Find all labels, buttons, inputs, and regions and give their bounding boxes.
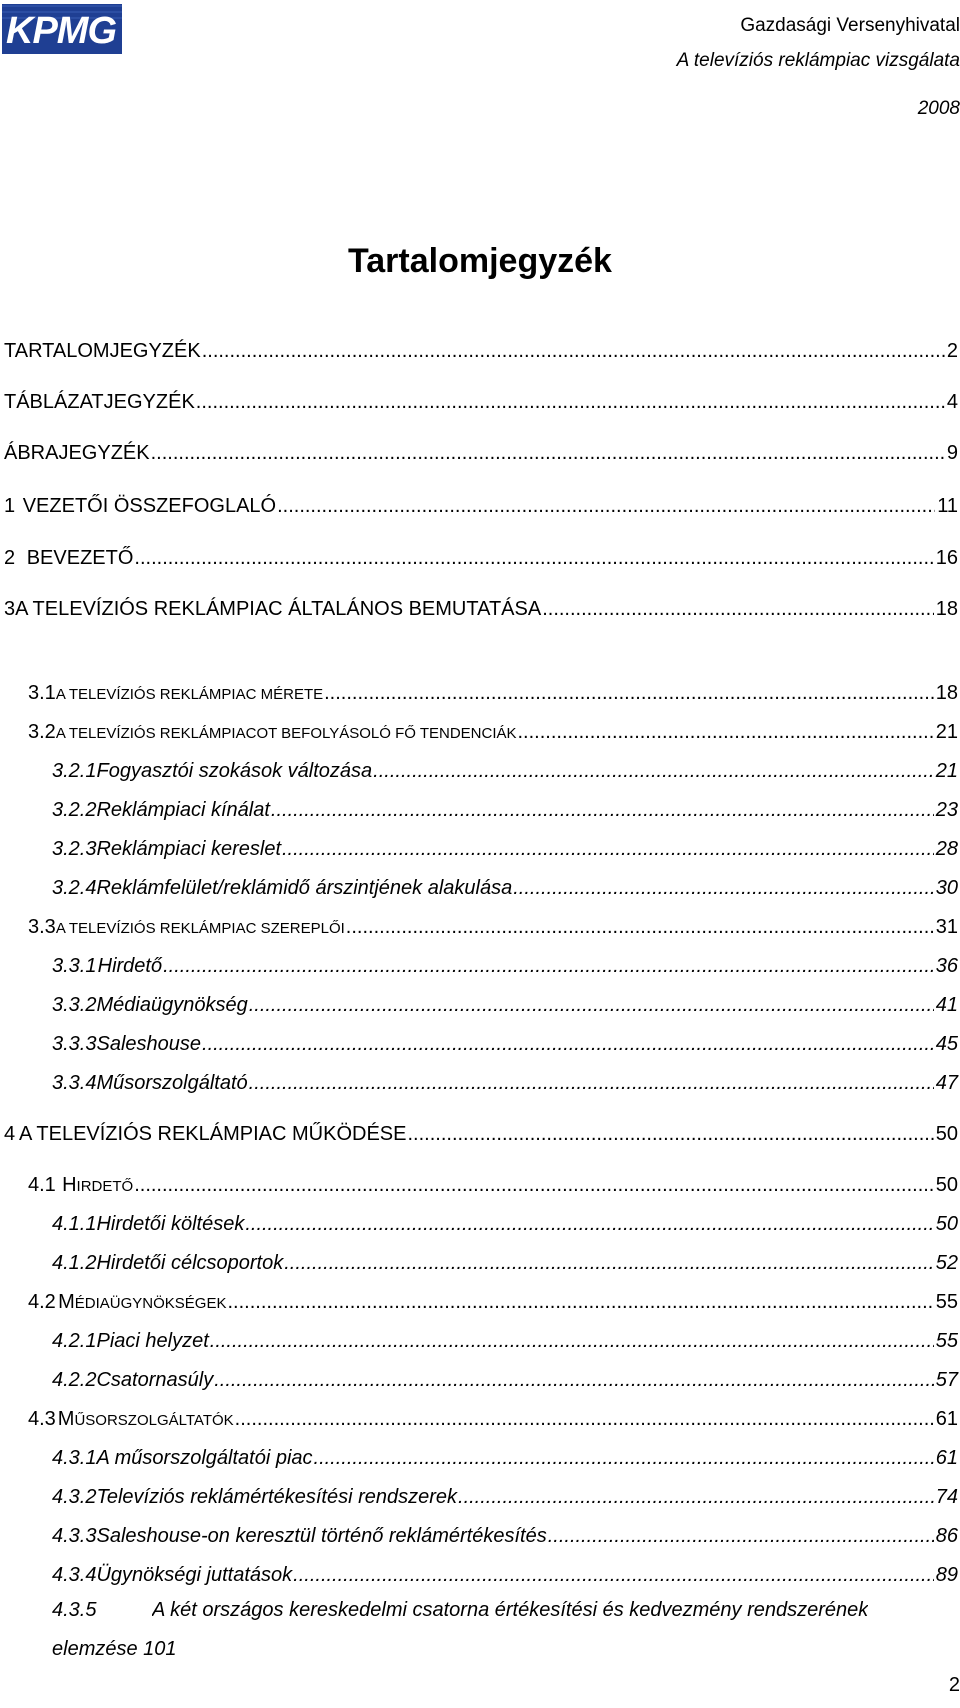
toc-entry[interactable] (52, 1597, 958, 1623)
toc-entry[interactable] (52, 836, 958, 862)
toc-entry-page: 41 (935, 994, 958, 1016)
toc-leader (407, 1121, 933, 1147)
toc-entry-page: 52 (935, 1252, 958, 1274)
toc-leader (518, 719, 934, 745)
toc-entry-number: 2 (4, 547, 16, 569)
toc-entry-text: VEZETŐI ÖSSZEFOGLALÓ (22, 495, 277, 517)
toc-entry-page: 89 (935, 1564, 958, 1586)
toc-entry-page: 57 (935, 1369, 958, 1391)
toc-leader (277, 493, 935, 519)
toc-leader (282, 836, 934, 862)
toc-entry-number: 3.3.1 (52, 955, 97, 977)
toc-entry-number: 3.2 (28, 721, 56, 743)
toc-entry-number: 3.2.4 (52, 877, 97, 899)
toc-entry-page: 50 (935, 1213, 958, 1235)
toc-entry-number: 3.3.2 (52, 994, 97, 1016)
toc-entry-text: Piaci helyzet (96, 1330, 209, 1352)
toc-entry-text-rest: ÉDIAÜGYNÖKSÉGEK (74, 1295, 227, 1312)
toc-entry-page: 16 (935, 547, 958, 569)
toc-entry[interactable] (4, 596, 958, 622)
toc-entry-page: 36 (935, 955, 958, 977)
toc-entry-text: Televíziós reklámértékesítési rendszerek (96, 1486, 458, 1508)
toc-entry-text: A TELEVÍZIÓS REKLÁMPIAC MŰKÖDÉSE (18, 1123, 407, 1145)
toc-leader (151, 440, 945, 466)
toc-entry[interactable] (4, 493, 958, 519)
toc-entry-page: 21 (935, 760, 958, 782)
toc-entry-page: 28 (935, 838, 958, 860)
toc-entry-text: Fogyasztói szokások változása (96, 760, 373, 782)
toc-entry[interactable] (28, 1172, 958, 1200)
toc-entry-page: 11 (937, 495, 958, 517)
toc-leader (249, 992, 934, 1018)
toc-entry-page: 30 (935, 877, 958, 899)
toc-entry-text: A TELEVÍZIÓS REKLÁMPIAC SZEREPLŐI (55, 920, 345, 937)
toc-entry-text: A két országos kereskedelmi csatorna értékesítési és kedvezmény rendszerének (152, 1599, 869, 1621)
toc-entry[interactable] (52, 1484, 958, 1510)
toc-entry-number: 4.2.2 (52, 1369, 97, 1391)
toc-entry[interactable] (28, 680, 958, 708)
toc-leader (202, 1031, 934, 1057)
toc-entry[interactable] (52, 1328, 958, 1354)
toc-leader (202, 338, 945, 364)
toc-leader (134, 1172, 934, 1198)
toc-entry-page: 45 (935, 1033, 958, 1055)
toc-entry-page: 55 (935, 1330, 958, 1352)
toc-entry-text: Reklámpiaci kereslet (96, 838, 281, 860)
toc-entry[interactable] (4, 338, 958, 364)
toc-entry-text-rest: ŰSORSZOLGÁLTATÓK (74, 1412, 234, 1429)
toc-entry-number: 4 (4, 1123, 16, 1145)
toc-leader (458, 1484, 934, 1510)
toc-entry[interactable] (4, 1121, 958, 1147)
toc-leader (134, 545, 933, 571)
toc-entry-number: 4.3 (28, 1408, 56, 1430)
toc-entry-page: 18 (935, 682, 958, 704)
toc-entry[interactable] (52, 953, 958, 979)
toc-entry-number: 4.3.1 (52, 1447, 97, 1469)
toc-entry[interactable] (52, 797, 958, 823)
toc-leader (293, 1562, 934, 1588)
toc-leader (548, 1523, 934, 1549)
toc-entry-page: 74 (935, 1486, 958, 1508)
toc-entry-text: Csatornasúly (96, 1369, 214, 1391)
toc-entry-text: Hirdető (97, 955, 163, 977)
toc-entry[interactable] (52, 1211, 958, 1237)
toc-leader (373, 758, 934, 784)
toc-entry[interactable] (52, 1562, 958, 1588)
toc-leader (163, 953, 934, 979)
toc-entry-number: 3.3.3 (52, 1033, 97, 1055)
toc-entry-number: 4.3.4 (52, 1564, 97, 1586)
toc-entry-continuation: elemzése 101 (52, 1638, 177, 1660)
toc-leader (542, 596, 934, 622)
toc-leader (196, 389, 945, 415)
toc-entry-text: Ügynökségi juttatások (96, 1564, 293, 1586)
toc-entry-page: 47 (935, 1072, 958, 1094)
toc-entry-text: Médiaügynökség (96, 994, 248, 1016)
toc-entry[interactable] (52, 1031, 958, 1057)
toc-entry-number: 3.2.1 (52, 760, 97, 782)
toc-entry-number: 3.2.3 (52, 838, 97, 860)
toc-entry-text-rest: IRDETŐ (76, 1178, 134, 1195)
toc-leader (346, 914, 934, 940)
toc-entry-page: 31 (935, 916, 958, 938)
toc-entry-number: 4.3.3 (52, 1525, 97, 1547)
toc-entry-text: Reklámpiaci kínálat (96, 799, 270, 821)
toc-leader (214, 1367, 934, 1393)
toc-entry-number: 3.1 (28, 682, 56, 704)
toc-entry-page: 23 (935, 799, 958, 821)
toc-entry-page: 55 (935, 1291, 958, 1313)
toc-leader (284, 1250, 934, 1276)
logo-wordmark: KPMG (6, 10, 116, 52)
toc-entry-number: 4.1.2 (52, 1252, 97, 1274)
toc-entry-page: 61 (935, 1447, 958, 1469)
header-subtitle: A televíziós reklámpiac vizsgálata (676, 50, 960, 71)
toc-leader (210, 1328, 934, 1354)
toc-entry-text: Saleshouse-on keresztül történő reklámértékesítés (96, 1525, 547, 1547)
toc-entry-text: A TELEVÍZIÓS REKLÁMPIAC MÉRETE (55, 686, 324, 703)
toc-entry-page: 50 (935, 1174, 958, 1196)
toc-leader (228, 1289, 934, 1315)
toc-entry-text (62, 1172, 133, 1200)
toc-entry-text (58, 1289, 226, 1317)
toc-entry-page: 18 (935, 598, 958, 620)
toc-entry-number: 4.3.5 (52, 1599, 97, 1621)
toc-entry[interactable] (28, 719, 958, 747)
toc-entry-text-initial: H (62, 1174, 77, 1196)
toc-entry-text: Saleshouse (96, 1033, 202, 1055)
toc-entry-text-initial: M (57, 1408, 75, 1430)
toc-entry-number: 3.3.4 (52, 1072, 97, 1094)
toc-entry-text: Reklámfelület/reklámidő árszintjének alakulása (96, 877, 513, 899)
toc-entry[interactable] (28, 914, 958, 942)
header-agency: Gazdasági Versenyhivatal (740, 15, 960, 36)
toc-entry-page: 86 (935, 1525, 958, 1547)
toc-entry[interactable] (52, 875, 958, 901)
toc-entry[interactable] (4, 545, 958, 571)
toc-entry-number: 4.1.1 (52, 1213, 97, 1235)
kpmg-logo (2, 4, 122, 54)
toc-leader (245, 1211, 933, 1237)
toc-entry-number: 4.2.1 (52, 1330, 97, 1352)
toc-entry-number: 3.2.2 (52, 799, 97, 821)
toc-entry[interactable] (4, 389, 958, 415)
toc-leader (249, 1070, 934, 1096)
toc-entry-page: 4 (946, 391, 958, 413)
toc-entry[interactable] (52, 1445, 958, 1471)
toc-entry[interactable] (28, 1289, 958, 1317)
toc-entry-page: 9 (946, 442, 958, 464)
toc-entry-number: 1 (4, 495, 16, 517)
toc-entry-number: 4.3.2 (52, 1486, 97, 1508)
toc-entry-page: 50 (935, 1123, 958, 1145)
toc-leader (314, 1445, 934, 1471)
toc-entry-page: 2 (946, 340, 958, 362)
page-title: Tartalomjegyzék (348, 242, 612, 280)
toc-entry-number: 3 (4, 598, 16, 620)
toc-entry-page: 61 (935, 1408, 958, 1430)
toc-entry-text: BEVEZETŐ (26, 547, 134, 569)
toc-entry[interactable] (52, 992, 958, 1018)
header-year: 2008 (917, 98, 960, 119)
toc-entry[interactable] (52, 1250, 958, 1276)
toc-entry-number: 4.2 (28, 1291, 56, 1313)
toc-entry-text: Műsorszolgáltató (96, 1072, 248, 1094)
toc-entry[interactable] (52, 1070, 958, 1096)
toc-entry-text: A TELEVÍZIÓS REKLÁMPIACOT BEFOLYÁSOLÓ FŐ TENDENCIÁK (55, 725, 517, 742)
toc-entry[interactable] (4, 440, 958, 466)
toc-entry-text: A TELEVÍZIÓS REKLÁMPIAC ÁLTALÁNOS BEMUTATÁSA (15, 598, 542, 620)
toc-leader (235, 1406, 934, 1432)
toc-entry[interactable] (52, 758, 958, 784)
toc-entry[interactable] (52, 1367, 958, 1393)
page-number: 2 (948, 1674, 960, 1696)
toc-leader (513, 875, 934, 901)
toc-entry-page: 21 (935, 721, 958, 743)
toc-entry-text: Hirdetői célcsoportok (96, 1252, 284, 1274)
toc-entry-text: A műsorszolgáltatói piac (96, 1447, 313, 1469)
toc-entry-text-initial: M (58, 1291, 75, 1313)
toc-leader (271, 797, 934, 823)
toc-entry-text: TÁBLÁZATJEGYZÉK (4, 391, 195, 413)
toc-entry[interactable] (28, 1406, 958, 1434)
toc-entry-text (58, 1406, 234, 1434)
toc-entry-text: TARTALOMJEGYZÉK (4, 340, 201, 362)
toc-entry-number: 4.1 (28, 1174, 56, 1196)
toc-entry-text: Hirdetői költések (96, 1213, 245, 1235)
toc-entry-text: ÁBRAJEGYZÉK (4, 442, 150, 464)
toc-entry-number: 3.3 (28, 916, 56, 938)
toc-entry[interactable] (52, 1523, 958, 1549)
toc-leader (324, 680, 934, 706)
